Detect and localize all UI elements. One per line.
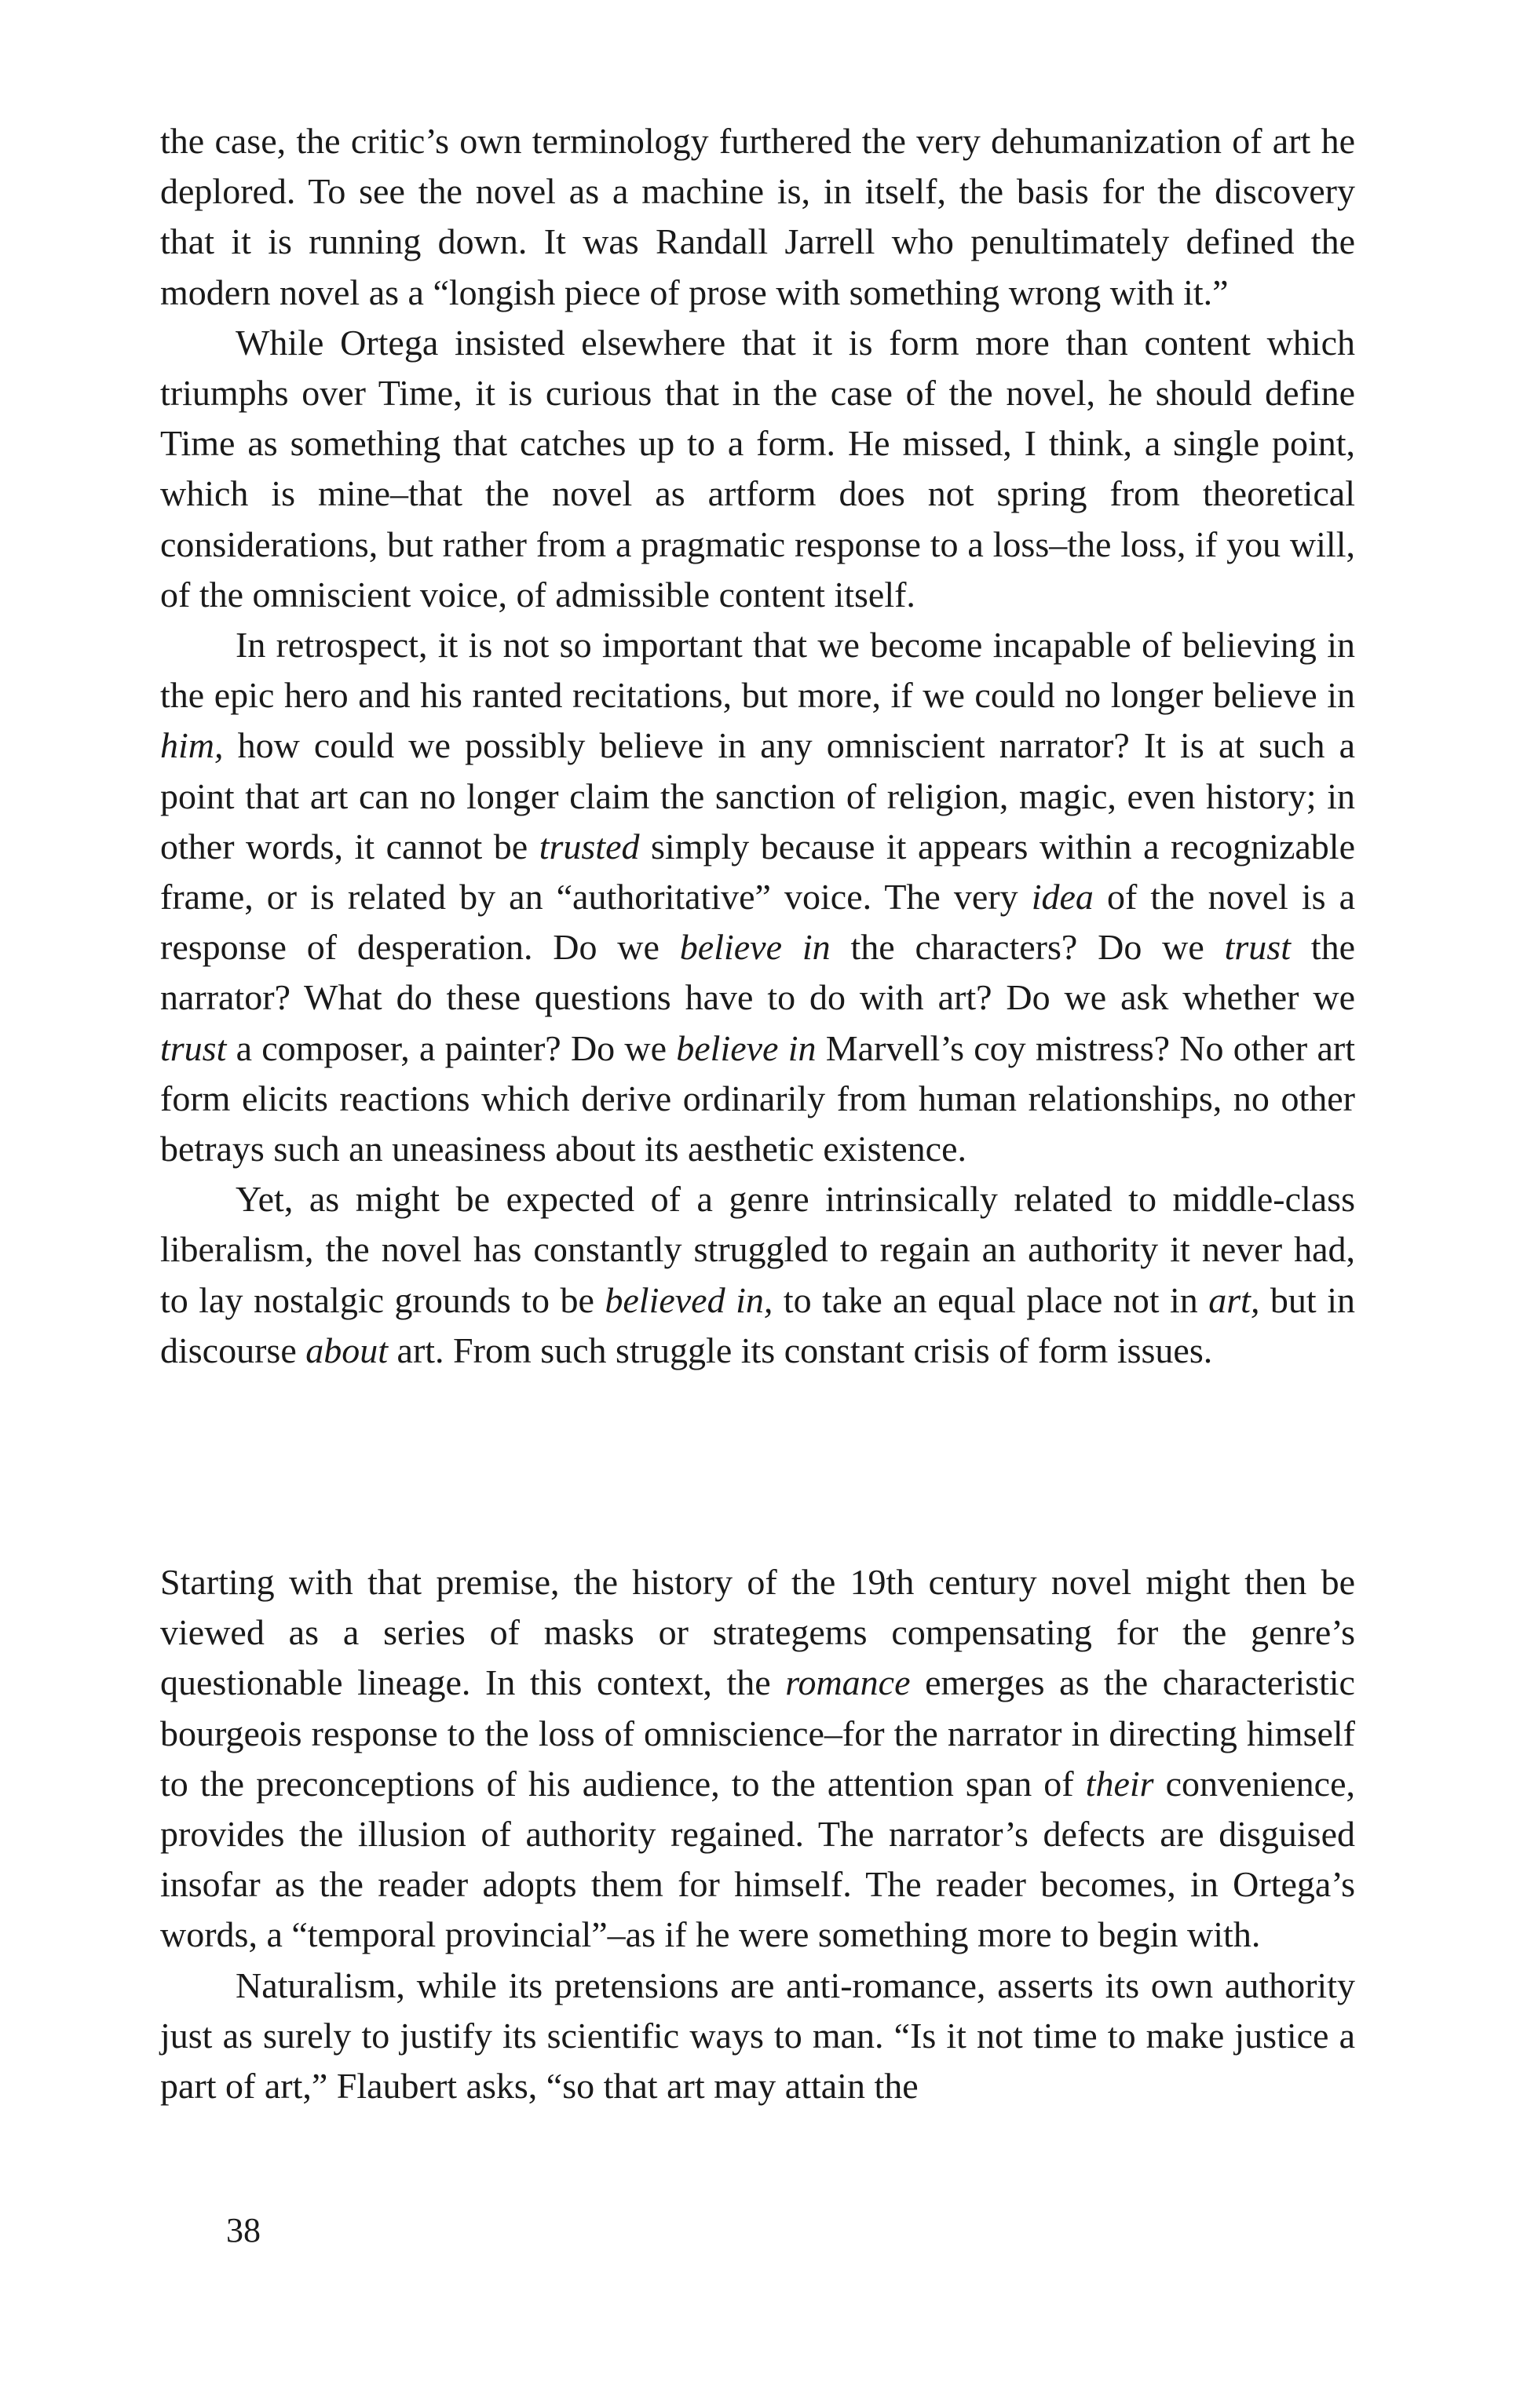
text-span: to take an equal place not in [773,1279,1209,1320]
page-number: 38 [226,2211,261,2249]
italic-span: trusted [539,826,640,867]
italic-span: believed in, [605,1279,773,1320]
text-span: of the novel is a response of desperation. Do we [160,877,1355,968]
italic-span: him, [160,725,224,766]
paragraph-6 [160,1961,1355,2112]
text-span: While Ortega insisted elsewhere that it is form more than content which triumphs over Time, it is curious that in the case of the novel, he should define Time as something that catches up to a form. He missed, I think, a single point, which is mine–that the novel as artform does not spring from theoretical considerations, but rather from a pragmatic response to a loss–the loss, if you will, of the omniscient voice, of admissible content itself. [160,322,1355,615]
text-span: In retrospect, it is not so important that we become incapable of believing in the epic hero and his ranted recitations, but more, if we could no longer believe in [160,625,1355,716]
text-span: Marvell’s coy mistress? No other art form elicits reactions which derive ordinarily from human relationships, no other betrays such an uneasiness about its aesthetic existence. [160,1027,1355,1169]
italic-span: idea [1031,877,1094,918]
italic-span: romance [785,1662,911,1703]
text-section-lower [160,1557,1355,2111]
text-span: the characters? Do we [830,927,1225,968]
text-span: simply because it appears within a recognizable frame, or is related by an “authoritative” voice. The very [160,826,1355,918]
italic-span: art, [1208,1279,1260,1320]
paragraph-4 [160,1174,1355,1376]
paragraph-3 [160,620,1355,1174]
paragraph-5 [160,1557,1355,1961]
italic-span: believe in [679,927,831,968]
italic-span: their [1085,1763,1154,1804]
italic-span: trust [1224,927,1291,968]
text-span: a composer, a painter? Do we [226,1027,677,1068]
text-span: art. From such struggle its constant crisis of form issues. [388,1330,1213,1370]
text-span: the narrator? What do these questions have to do with art? Do we ask whether we [160,927,1356,1018]
text-span: how could we possibly believe in any omniscient narrator? It is at such a point that art can no longer claim the sanction of religion, magic, even history; in other words, it cannot be [160,725,1355,867]
text-span: the case, the critic’s own terminology furthered the very dehumanization of art he deplored. To see the novel as a machine is, in itself, the basis for the discovery that it is running down. It was Randall Jarrell who penultimately defined the modern novel as a “longish piece of prose with something wrong with it.” [160,121,1355,312]
text-span: convenience, provides the illusion of authority regained. The narrator’s defects are disguised insofar as the reader adopts them for himself. The reader becomes, in Ortega’s words, a “temporal provincial”–as if he were something more to begin with. [160,1763,1355,1955]
paragraph-1 [160,116,1355,318]
text-span: emerges as the characteristic bourgeois response to the loss of omniscience–for the narrator in directing himself to the preconceptions of his audience, to the attention span of [160,1662,1355,1804]
italic-span: believe in [676,1027,817,1068]
paragraph-2 [160,318,1355,620]
italic-span: about [305,1330,389,1370]
text-span: Yet, as might be expected of a genre intrinsically related to middle-class liberalism, the novel has constantly struggled to regain an authority it never had, to lay nostalgic grounds to be [160,1179,1355,1320]
text-span: but in discourse [160,1279,1355,1370]
text-span: Starting with that premise, the history of the 19th century novel might then be viewed as a series of masks or strategems compensating for the genre’s questionable lineage. In this context, the [160,1562,1355,1703]
text-section-upper [160,116,1355,1376]
text-span: Naturalism, while its pretensions are anti-romance, asserts its own authority just as surely to justify its scientific ways to man. “Is it not time to make justice a part of art,” Flaubert asks, “so that art may attain the [160,1965,1355,2107]
italic-span: trust [160,1027,227,1068]
